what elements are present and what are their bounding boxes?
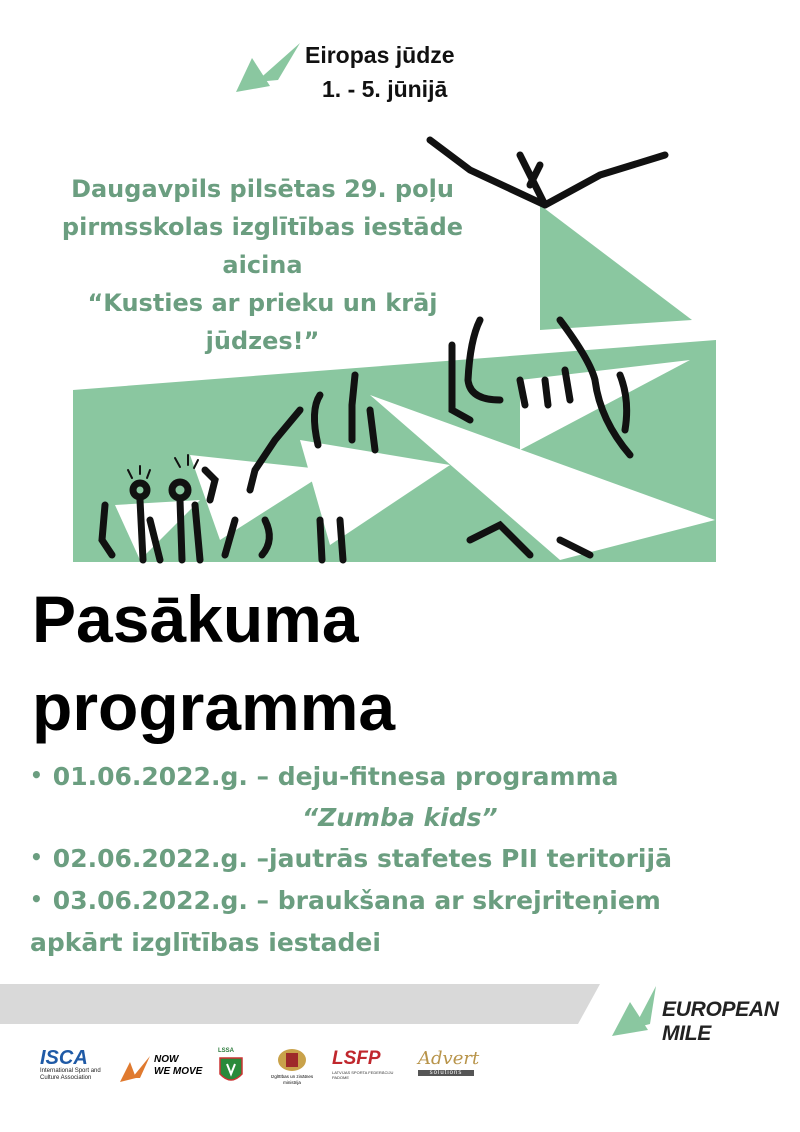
- bullet: •: [30, 845, 43, 869]
- invitation-line-3: aicina: [222, 251, 303, 279]
- event-title: Eiropas jūdze: [305, 42, 455, 68]
- program-item-1: [30, 762, 619, 791]
- program-item-3: [30, 886, 661, 915]
- bullet: •: [30, 887, 43, 911]
- program-item-2: [30, 844, 672, 873]
- invitation-line-1: Daugavpils pilsētas 29. poļu: [71, 175, 454, 203]
- program-title-line-1: Pasākuma: [32, 582, 359, 656]
- invitation-line-5: jūdzes!”: [205, 327, 320, 355]
- advert-solutions-logo: Advert solutions: [418, 1048, 480, 1076]
- invitation-line-4: “Kusties ar prieku un krāj: [87, 289, 438, 317]
- event-dates: 1. - 5. jūnijā: [322, 76, 448, 102]
- bullet: •: [30, 763, 43, 787]
- lssa-logo: LSSA: [218, 1048, 246, 1088]
- jumper-body-triangle: [540, 205, 692, 330]
- isca-logo: ISCA International Sport and Culture Association: [40, 1047, 101, 1081]
- now-we-move-logo: NOW WE MOVE: [118, 1048, 203, 1088]
- european-mile-logo-icon: [236, 43, 300, 92]
- invitation-line-2: pirmsskolas izglītības iestāde: [61, 213, 464, 241]
- ministry-coat-of-arms-icon: [274, 1048, 310, 1072]
- program-item-text: 03.06.2022.g. – braukšana ar skrejriteņiem: [52, 886, 661, 915]
- now-we-move-icon: [118, 1054, 152, 1084]
- program-item-text: 01.06.2022.g. – deju-fitnesa programma: [52, 762, 619, 791]
- ministry-logo: Izglītības un zinātnes ministrija: [268, 1048, 314, 1088]
- program-item-3-continued: apkārt izglītības iestadei: [30, 928, 381, 957]
- program-item-text: 02.06.2022.g. –jautrās stafetes PII teritorijā: [52, 844, 672, 873]
- program-title: [32, 575, 395, 751]
- lssa-shield-icon: [218, 1056, 244, 1086]
- european-mile-brand: EUROPEAN MILE: [662, 998, 779, 1045]
- lsfp-logo: LSFP LATVIJAS SPORTA FEDERĀCIJU PADOME: [332, 1048, 394, 1080]
- program-item-1-subtitle: “Zumba kids”: [302, 803, 498, 832]
- program-title-line-2: programma: [32, 670, 396, 744]
